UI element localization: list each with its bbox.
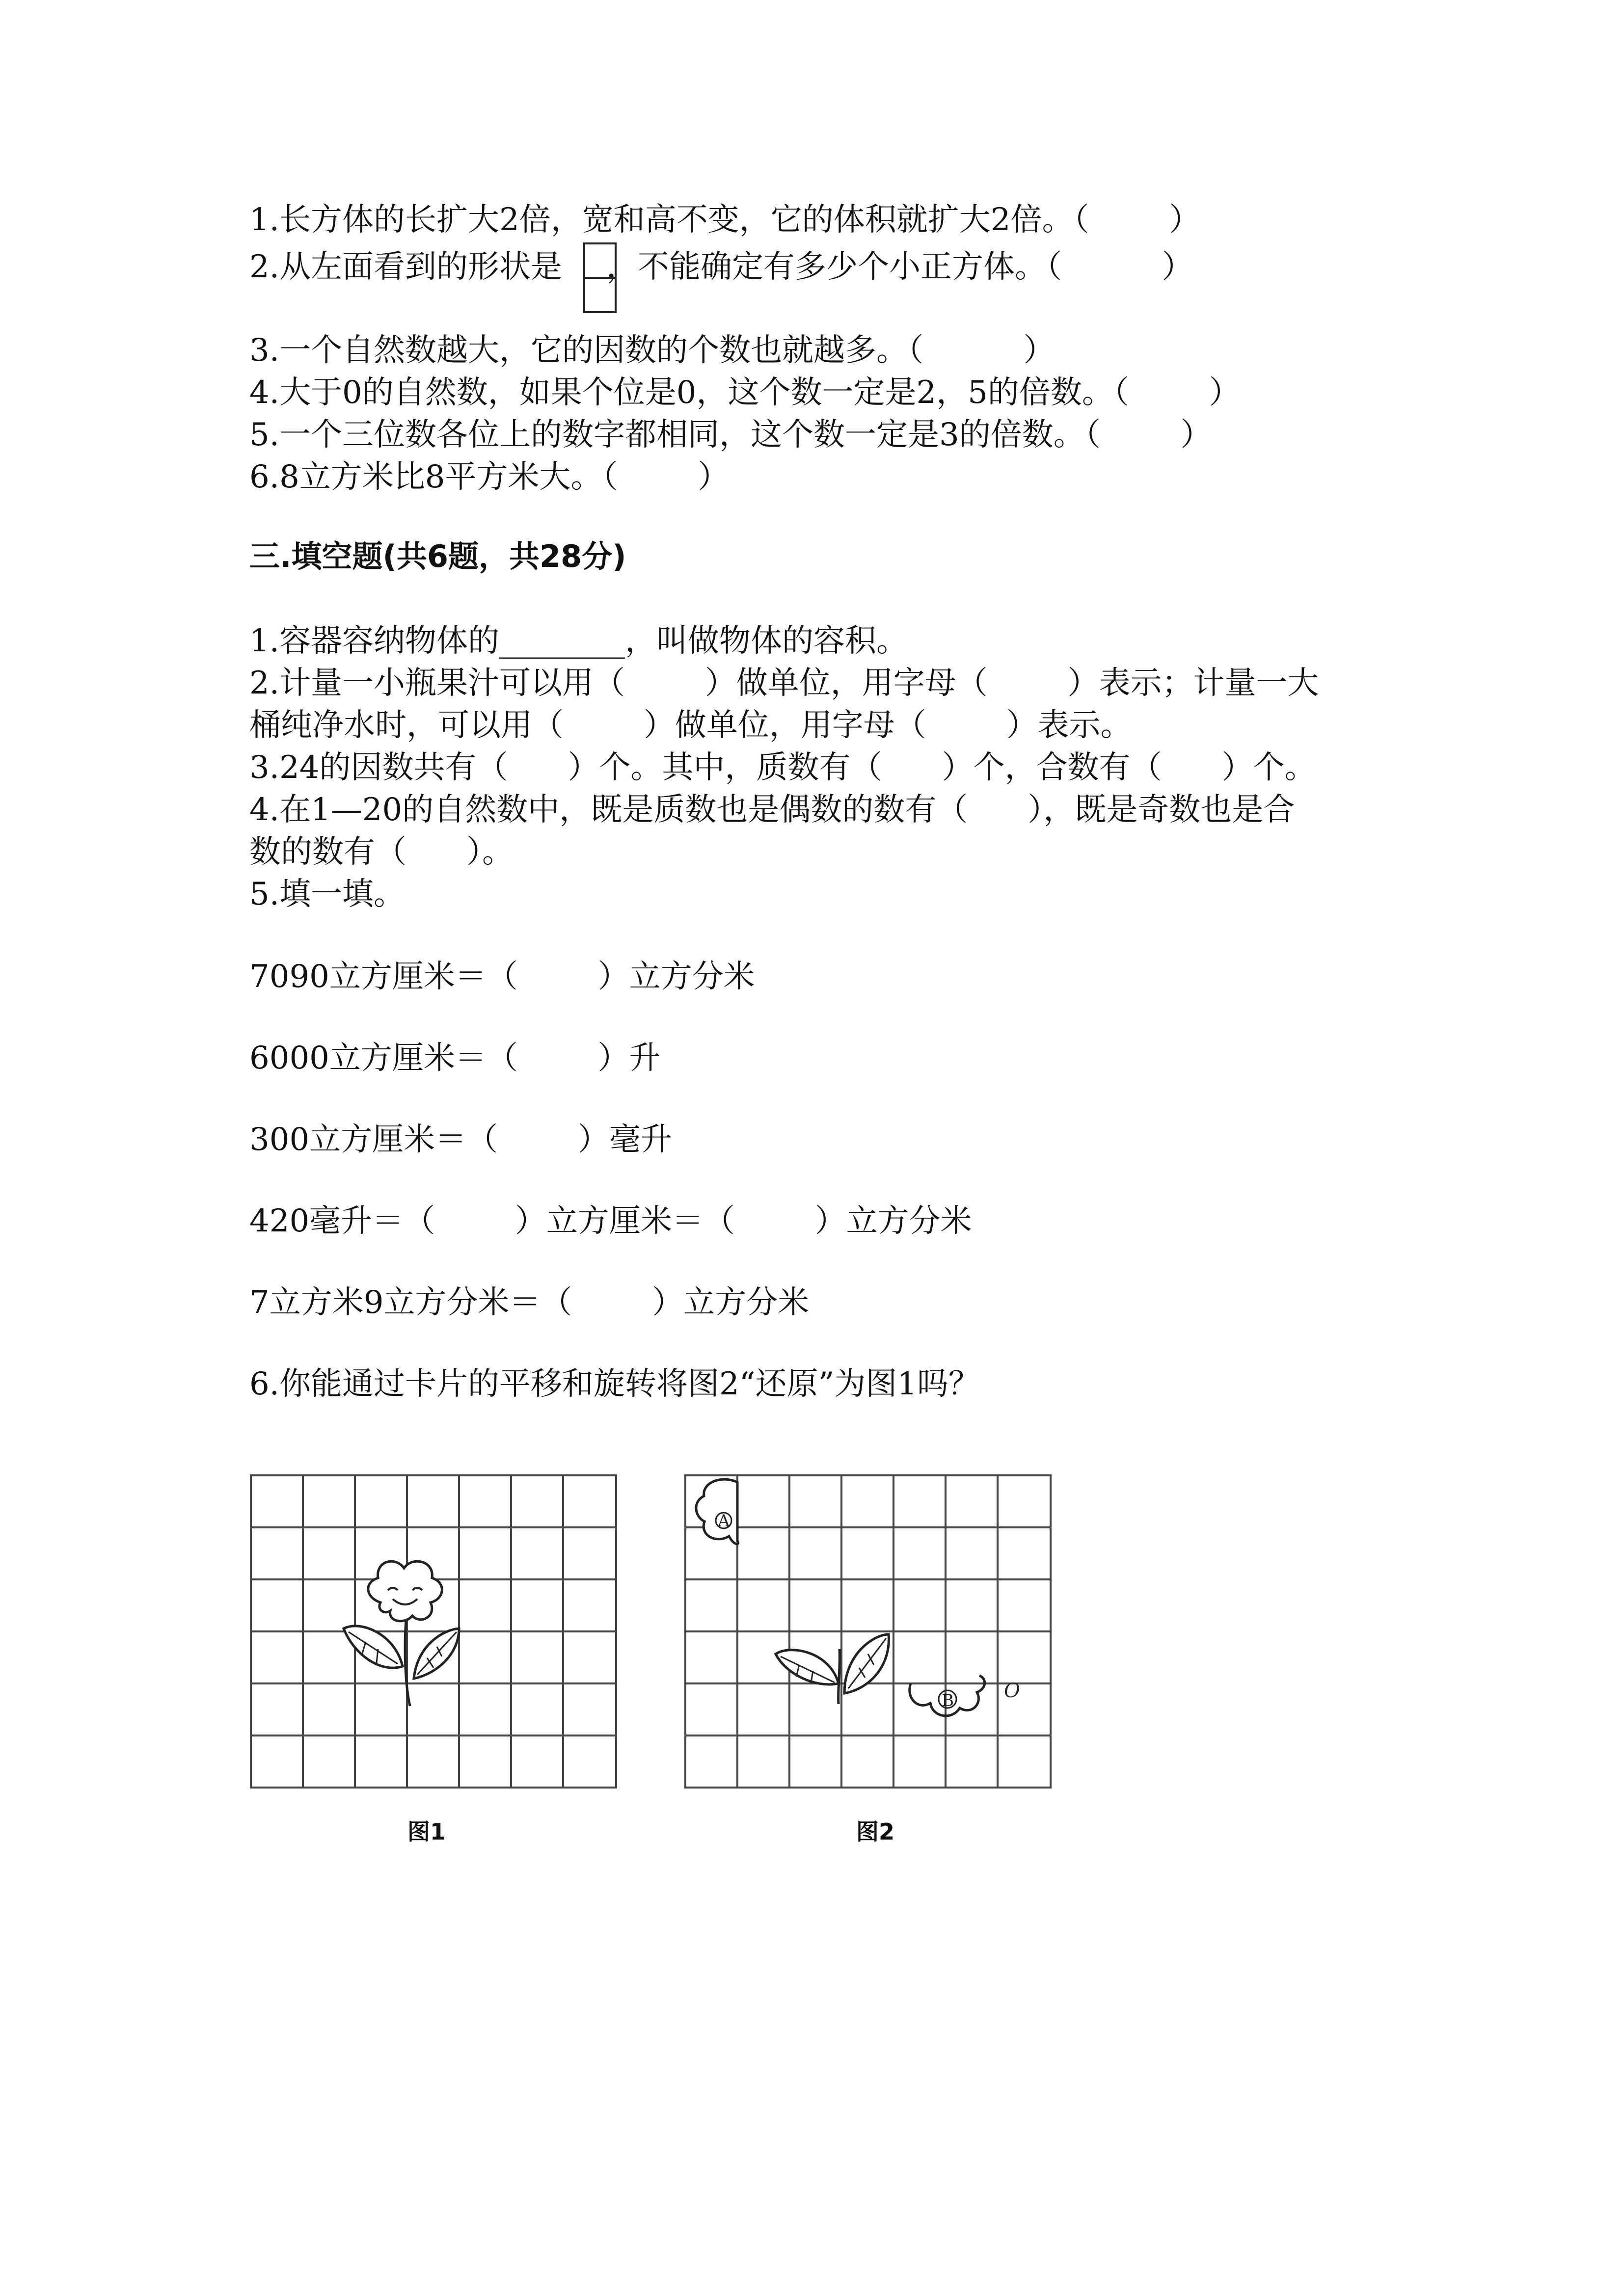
fill-question-2-line-1: 2.计量一小瓶果汁可以用（ ）做单位，用字母（ ）表示；计量一大 <box>249 665 1319 701</box>
leaf-drawing <box>776 1634 889 1704</box>
judge-question-2 <box>249 245 1193 289</box>
card-b-label: B <box>942 1691 954 1710</box>
section-heading: 三.填空题(共6题，共28分) <box>249 538 626 574</box>
conversion-item-1: 7090立方厘米＝（ ）立方分米 <box>249 959 755 995</box>
fill-question-2-line-2: 桶纯净水时，可以用（ ）做单位，用字母（ ）表示。 <box>249 707 1132 744</box>
left-view-top-square <box>583 242 617 279</box>
judge-question-6: 6.8立方米比8平方米大。（ ） <box>249 459 730 495</box>
figure-2-caption: 图2 <box>856 1818 895 1845</box>
fill-question-5: 5.填一填。 <box>249 876 406 912</box>
conversion-item-2: 6000立方厘米＝（ ）升 <box>249 1040 661 1076</box>
judge-question-1: 1.长方体的长扩大2倍，宽和高不变，它的体积就扩大2倍。（ ） <box>249 202 1201 238</box>
figure-1-grid <box>251 1475 616 1788</box>
fill-question-6: 6.你能通过卡片的平移和旋转将图2“还原”为图1吗？ <box>249 1366 980 1402</box>
leaf-drawing-stem <box>839 1649 840 1704</box>
judge-question-4: 4.大于0的自然数，如果个位是0，这个数一定是2，5的倍数。（ ） <box>249 374 1241 411</box>
conversion-item-3: 300立方厘米＝（ ）毫升 <box>249 1121 672 1158</box>
fill-question-3: 3.24的因数共有（ ）个。其中，质数有（ ）个，合数有（ ）个。 <box>249 749 1316 786</box>
fill-question-4-line-1: 4.在1—20的自然数中，既是质数也是偶数的数有（ ），既是奇数也是合 <box>249 792 1295 828</box>
conversion-item-5: 7立方米9立方分米＝（ ）立方分米 <box>249 1284 810 1321</box>
figure-2-grid <box>685 1475 1051 1788</box>
flower-head <box>368 1561 442 1621</box>
card-a-label: A <box>718 1511 730 1531</box>
figure-1-caption: 图1 <box>407 1818 446 1845</box>
fill-question-4-line-2: 数的数有（ ）。 <box>249 834 514 870</box>
judge-question-5: 5.一个三位数各位上的数字都相同，这个数一定是3的倍数。（ ） <box>249 417 1212 453</box>
left-view-bottom-square <box>583 277 617 313</box>
judge-question-2-text-before: 2.从左面看到的形状是 <box>249 249 563 285</box>
card-a <box>696 1479 738 1544</box>
rotation-point-label: O <box>1004 1680 1020 1702</box>
left-view-shape <box>583 242 620 321</box>
fill-question-1: 1.容器容纳物体的________，叫做物体的容积。 <box>249 623 908 659</box>
conversion-item-4: 420毫升＝（ ）立方厘米＝（ ）立方分米 <box>249 1203 972 1239</box>
judge-question-2-text-after: ，不能确定有多少个小正方体。（ ） <box>606 249 1193 285</box>
judge-question-3: 3.一个自然数越大，它的因数的个数也就越多。（ ） <box>249 332 1055 369</box>
figure-2 <box>682 1472 1060 1806</box>
figure-1 <box>248 1472 626 1806</box>
